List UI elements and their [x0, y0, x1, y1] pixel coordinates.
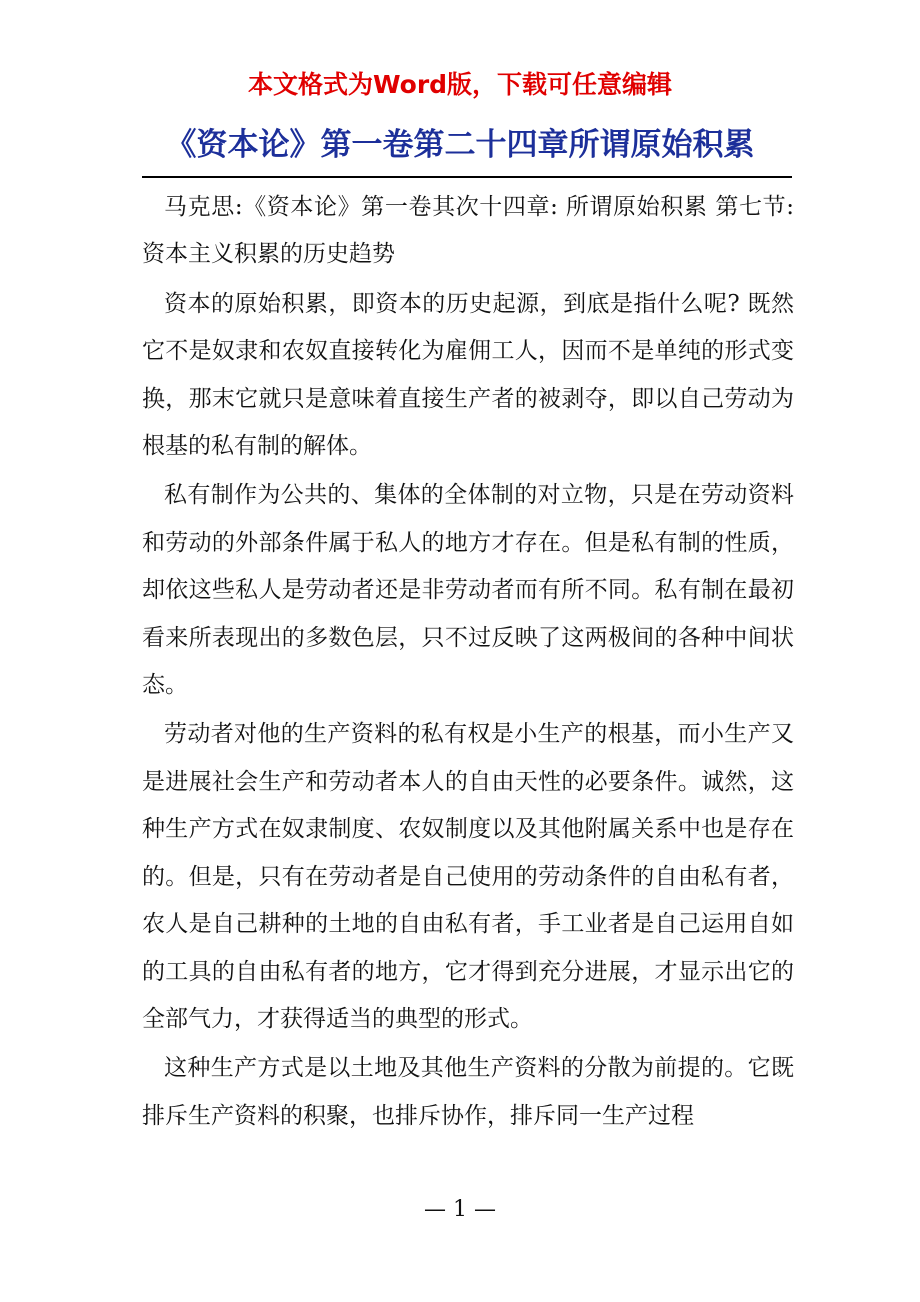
- editable-notice-banner: 本文格式为Word版，下载可任意编辑: [247, 70, 673, 99]
- paragraph: 私有制作为公共的、集体的全体制的对立物，只是在劳动资料和劳动的外部条件属于私人的地方才存在。但是私有制的性质，却依这些私人是劳动者还是非劳动者而有所不同。私有制在最初看来所表现出的多数色层，只不过反映了这两极间的各种中间状态。: [142, 482, 794, 699]
- document-title: 《资本论》第一卷第二十四章所谓原始积累: [165, 127, 755, 163]
- paragraph: 这种生产方式是以土地及其他生产资料的分散为前提的。它既排斥生产资料的积聚，也排斥协作，排斥同一生产过程: [142, 1055, 794, 1129]
- document-body: [142, 184, 794, 1142]
- paragraph: 资本的原始积累，即资本的历史起源，到底是指什么呢? 既然它不是奴隶和农奴直接转化为雇佣工人，因而不是单纯的形式变换，那末它就只是意味着直接生产者的被剥夺，即以自己劳动为根基的私有制的解体。: [142, 290, 794, 460]
- paragraph: 劳动者对他的生产资料的私有权是小生产的根基，而小生产又是进展社会生产和劳动者本人的自由天性的必要条件。诚然，这种生产方式在奴隶制度、农奴制度以及其他附属关系中也是存在的。但是，只有在劳动者是自己使用的劳动条件的自由私有者，农人是自己耕种的土地的自由私有者，手工业者是自己运用自如的工具的自由私有者的地方，它才得到充分进展，才显示出它的全部气力，才获得适当的典型的形式。: [142, 721, 794, 1032]
- paragraph: 马克思:《资本论》第一卷其次十四章: 所谓原始积累 第七节: 资本主义积累的历史趋势: [142, 194, 794, 268]
- page-number: — 1 —: [424, 1197, 496, 1222]
- title-divider: [142, 176, 792, 178]
